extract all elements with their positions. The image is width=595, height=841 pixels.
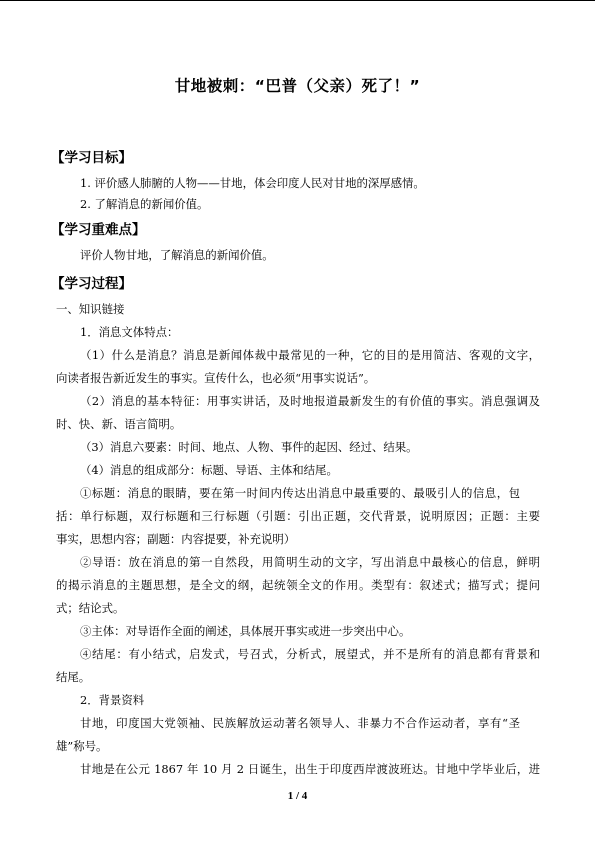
paragraph-2-line-1: （2）消息的基本特征：用事实讲话，及时地报道最新发生的有价值的事实。消息强调及: [80, 394, 540, 408]
paragraph-6-line-2: 的揭示消息的主题思想，是全文的纲，起统领全文的作用。类型有：叙述式；描写式；提问: [56, 578, 540, 592]
paragraph-7: ③主体：对导语作全面的阐述，具体展开事实或进一步突出中心。: [80, 624, 411, 638]
sub1-title: 1．消息文体特点：: [80, 325, 179, 339]
paragraph-9-line-1: 甘地，印度国大党领袖、民族解放运动著名领导人、非暴力不合作运动者，享有“圣: [80, 716, 520, 730]
goal-item-2: 2. 了解消息的新闻价值。: [80, 197, 209, 211]
paragraph-10-line-1: 甘地是在公元 1867 年 10 月 2 日诞生，出生于印度西岸渡波班达。甘地中学毕业后，进: [80, 762, 540, 776]
paragraph-5-line-1: ①标题：消息的眼睛，要在第一时间内传达出消息中最重要的、最吸引人的信息，包: [80, 486, 520, 500]
paragraph-1-line-2: 向读者报告新近发生的事实。宣传什么，也必须“用事实说话”。: [56, 371, 376, 385]
paragraph-5-line-2: 括：单行标题，双行标题和三行标题（引题：引出正题，交代背景，说明原因；正题：主要: [56, 509, 540, 523]
process-heading: 【学习过程】: [51, 276, 132, 292]
paragraph-5-line-3: 事实，思想内容；副题：内容提要，补充说明）: [56, 532, 296, 546]
goal-item-1: 1. 评价感人肺腑的人物——甘地，体会印度人民对甘地的深厚感情。: [80, 176, 425, 190]
part1-title: 一、知识链接: [56, 302, 125, 316]
page-title: 甘地被刺：“巴普（父亲）死了！”: [174, 77, 421, 95]
paragraph-8-line-2: 结尾。: [56, 670, 91, 684]
paragraph-2-line-2: 时、快、新、语言简明。: [56, 417, 182, 431]
paragraph-8-line-1: ④结尾：有小结式，启发式，号召式，分析式，展望式，并不是所有的消息都有背景和: [80, 647, 540, 661]
paragraph-9-line-2: 雄”称号。: [56, 739, 108, 753]
goals-heading: 【学习目标】: [51, 150, 132, 166]
paragraph-6-line-1: ②导语：放在消息的第一自然段，用简明生动的文字，写出消息中最核心的信息，鲜明: [80, 555, 540, 569]
page-number: 1 / 4: [287, 790, 308, 802]
paragraph-1-line-1: （1）什么是消息？消息是新闻体裁中最常见的一种，它的目的是用简洁、客观的文字，: [80, 348, 540, 362]
paragraph-4: （4）消息的组成部分：标题、导语、主体和结尾。: [80, 463, 338, 477]
sub2-title: 2．背景资料: [80, 693, 145, 707]
key-points-text: 评价人物甘地，了解消息的新闻价值。: [80, 248, 274, 262]
paragraph-3: （3）消息六要素：时间、地点、人物、事件的起因、经过、结果。: [80, 440, 418, 454]
paragraph-6-line-3: 式；结论式。: [56, 601, 125, 615]
key-points-heading: 【学习重难点】: [51, 222, 146, 238]
